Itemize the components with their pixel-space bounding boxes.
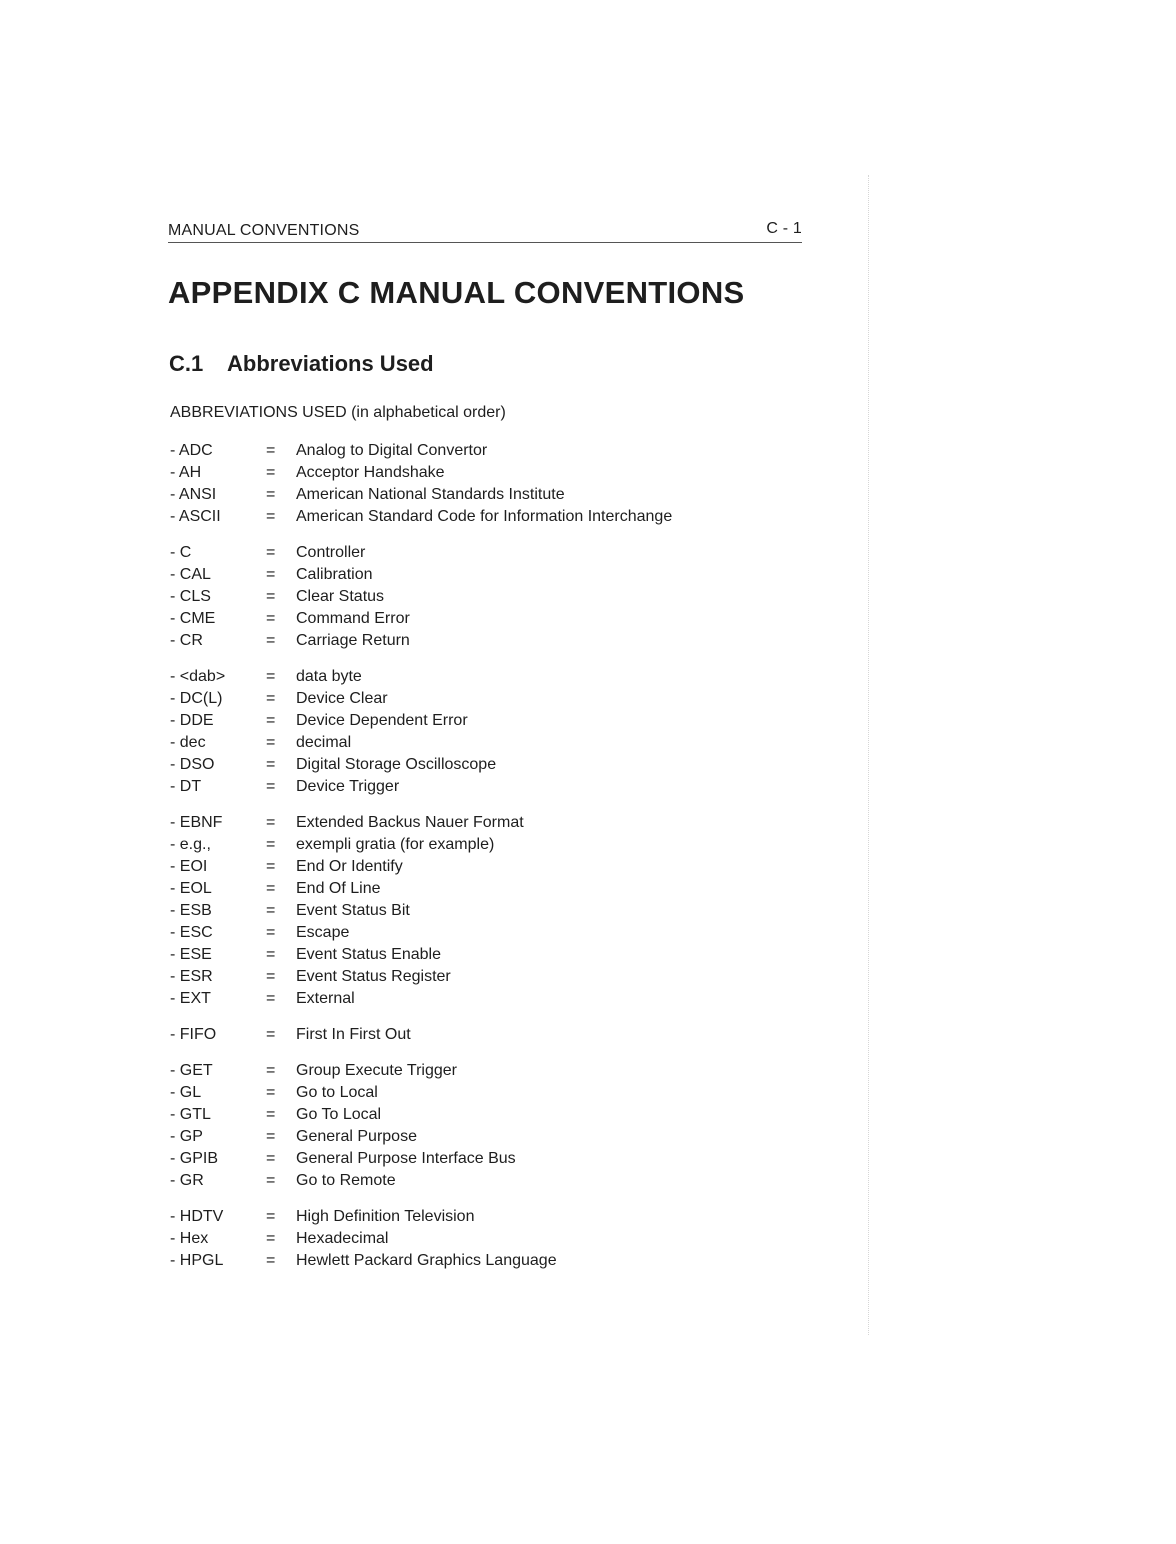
equals-sign: =: [266, 690, 276, 707]
abbreviation-definition: Clear Status: [296, 588, 385, 605]
abbreviation-group: [170, 1060, 850, 1192]
abbreviation-term: - HPGL: [170, 1252, 224, 1269]
abbreviation-row: [170, 666, 850, 688]
abbreviation-term: - ADC: [170, 442, 213, 459]
abbreviation-row: [170, 900, 850, 922]
equals-sign: =: [266, 756, 276, 773]
equals-sign: =: [266, 1128, 276, 1145]
abbreviation-term: - GL: [170, 1084, 202, 1101]
abbreviation-term: - DT: [170, 778, 202, 795]
abbreviation-term: - DC(L): [170, 690, 223, 707]
abbreviation-row: [170, 688, 850, 710]
abbreviation-definition: First In First Out: [296, 1026, 411, 1043]
section-number: C.1: [169, 351, 204, 376]
abbreviation-row: [170, 542, 850, 564]
abbreviation-definition: Go to Remote: [296, 1172, 396, 1189]
abbreviation-term: - DDE: [170, 712, 214, 729]
equals-sign: =: [266, 464, 276, 481]
equals-sign: =: [266, 946, 276, 963]
header-chapter: MANUAL CONVENTIONS: [168, 222, 360, 239]
equals-sign: =: [266, 814, 276, 831]
equals-sign: =: [266, 902, 276, 919]
abbreviation-definition: End Or Identify: [296, 858, 403, 875]
abbreviation-row: [170, 1024, 850, 1046]
scan-edge-line: [868, 175, 869, 1335]
abbreviation-definition: Digital Storage Oscilloscope: [296, 756, 497, 773]
abbreviation-term: - EXT: [170, 990, 211, 1007]
abbreviation-row: [170, 1104, 850, 1126]
equals-sign: =: [266, 632, 276, 649]
equals-sign: =: [266, 508, 276, 525]
abbreviation-row: [170, 608, 850, 630]
abbreviation-row: [170, 1250, 850, 1272]
abbreviation-definition: General Purpose Interface Bus: [296, 1150, 516, 1167]
abbreviation-definition: High Definition Television: [296, 1208, 475, 1225]
equals-sign: =: [266, 1252, 276, 1269]
abbreviation-row: [170, 754, 850, 776]
abbreviation-group: [170, 666, 850, 798]
abbreviation-term: - EOI: [170, 858, 208, 875]
abbreviation-row: [170, 1170, 850, 1192]
abbreviation-term: - GTL: [170, 1106, 211, 1123]
abbreviation-row: [170, 732, 850, 754]
abbreviation-term: - e.g.,: [170, 836, 211, 853]
equals-sign: =: [266, 1150, 276, 1167]
equals-sign: =: [266, 610, 276, 627]
abbreviation-definition: Extended Backus Nauer Format: [296, 814, 524, 831]
abbreviation-term: - AH: [170, 464, 202, 481]
abbreviation-definition: Analog to Digital Convertor: [296, 442, 488, 459]
equals-sign: =: [266, 990, 276, 1007]
abbreviation-definition: Calibration: [296, 566, 373, 583]
equals-sign: =: [266, 486, 276, 503]
equals-sign: =: [266, 1208, 276, 1225]
equals-sign: =: [266, 836, 276, 853]
abbreviation-definition: American National Standards Institute: [296, 486, 565, 503]
equals-sign: =: [266, 588, 276, 605]
abbreviation-row: [170, 878, 850, 900]
abbreviation-row: [170, 710, 850, 732]
abbreviation-row: [170, 630, 850, 652]
abbreviation-definition: Device Dependent Error: [296, 712, 468, 729]
equals-sign: =: [266, 442, 276, 459]
abbreviation-list: [170, 440, 850, 1286]
abbreviation-row: [170, 944, 850, 966]
abbreviation-row: [170, 564, 850, 586]
abbreviation-term: - FIFO: [170, 1026, 217, 1043]
equals-sign: =: [266, 924, 276, 941]
abbreviation-row: [170, 586, 850, 608]
equals-sign: =: [266, 566, 276, 583]
equals-sign: =: [266, 1172, 276, 1189]
abbreviation-row: [170, 966, 850, 988]
abbreviation-term: - CME: [170, 610, 216, 627]
equals-sign: =: [266, 858, 276, 875]
abbreviation-term: - ESE: [170, 946, 212, 963]
abbreviation-term: - ESR: [170, 968, 213, 985]
abbreviation-definition: Go To Local: [296, 1106, 382, 1123]
abbreviation-row: [170, 776, 850, 798]
abbreviation-definition: Event Status Register: [296, 968, 451, 985]
equals-sign: =: [266, 880, 276, 897]
equals-sign: =: [266, 734, 276, 751]
abbreviation-group: [170, 1206, 850, 1272]
abbreviation-definition: Hexadecimal: [296, 1230, 389, 1247]
abbreviation-definition: Hewlett Packard Graphics Language: [296, 1252, 557, 1269]
abbreviation-row: [170, 988, 850, 1010]
abbreviation-definition: Acceptor Handshake: [296, 464, 445, 481]
abbreviation-definition: Group Execute Trigger: [296, 1062, 457, 1079]
abbreviation-definition: General Purpose: [296, 1128, 417, 1145]
abbreviation-term: - DSO: [170, 756, 215, 773]
abbreviation-row: [170, 462, 850, 484]
appendix-title: APPENDIX C MANUAL CONVENTIONS: [168, 275, 745, 310]
equals-sign: =: [266, 1026, 276, 1043]
abbreviation-definition: End Of Line: [296, 880, 381, 897]
abbreviation-term: - ASCII: [170, 508, 221, 525]
equals-sign: =: [266, 1230, 276, 1247]
abbreviation-term: - C: [170, 544, 192, 561]
abbreviation-definition: Controller: [296, 544, 366, 561]
header-page-number: C - 1: [766, 220, 802, 237]
abbreviation-row: [170, 1060, 850, 1082]
abbreviation-term: - HDTV: [170, 1208, 224, 1225]
abbreviation-group: [170, 812, 850, 1010]
abbreviation-term: - EBNF: [170, 814, 223, 831]
abbreviation-term: - EOL: [170, 880, 212, 897]
abbreviation-term: - ANSI: [170, 486, 217, 503]
abbreviation-row: [170, 1126, 850, 1148]
abbreviation-definition: Command Error: [296, 610, 410, 627]
abbreviation-definition: Escape: [296, 924, 350, 941]
abbreviation-term: - GP: [170, 1128, 203, 1145]
equals-sign: =: [266, 1106, 276, 1123]
abbreviation-term: - Hex: [170, 1230, 209, 1247]
abbreviation-row: [170, 1082, 850, 1104]
abbreviation-group: [170, 440, 850, 528]
abbreviation-definition: External: [296, 990, 355, 1007]
section-title-text: Abbreviations Used: [227, 351, 434, 376]
abbreviation-definition: Device Clear: [296, 690, 388, 707]
abbreviation-row: [170, 1148, 850, 1170]
equals-sign: =: [266, 668, 276, 685]
abbreviation-term: - CAL: [170, 566, 211, 583]
abbreviation-definition: exempli gratia (for example): [296, 836, 495, 853]
abbreviation-definition: Carriage Return: [296, 632, 410, 649]
abbreviation-term: - GR: [170, 1172, 204, 1189]
abbreviation-row: [170, 812, 850, 834]
abbreviation-term: - GET: [170, 1062, 213, 1079]
equals-sign: =: [266, 1062, 276, 1079]
abbreviation-definition: Event Status Enable: [296, 946, 441, 963]
abbreviation-term: - CR: [170, 632, 203, 649]
abbreviation-row: [170, 1228, 850, 1250]
abbreviation-term: - ESB: [170, 902, 212, 919]
abbreviation-row: [170, 856, 850, 878]
abbreviation-row: [170, 506, 850, 528]
intro-text: ABBREVIATIONS USED (in alphabetical order): [170, 404, 506, 421]
abbreviation-term: - CLS: [170, 588, 211, 605]
abbreviation-definition: Go to Local: [296, 1084, 378, 1101]
abbreviation-term: - ESC: [170, 924, 213, 941]
abbreviation-term: - dec: [170, 734, 206, 751]
abbreviation-definition: Event Status Bit: [296, 902, 410, 919]
abbreviation-term: - GPIB: [170, 1150, 219, 1167]
abbreviation-definition: American Standard Code for Information Interchange: [296, 508, 673, 525]
equals-sign: =: [266, 778, 276, 795]
section-heading: [169, 351, 434, 377]
abbreviation-group: [170, 542, 850, 652]
abbreviation-row: [170, 922, 850, 944]
abbreviation-definition: data byte: [296, 668, 362, 685]
abbreviation-row: [170, 440, 850, 462]
equals-sign: =: [266, 968, 276, 985]
abbreviation-group: [170, 1024, 850, 1046]
equals-sign: =: [266, 712, 276, 729]
running-header: [168, 220, 802, 243]
abbreviation-term: - <dab>: [170, 668, 226, 685]
abbreviation-row: [170, 1206, 850, 1228]
abbreviation-row: [170, 484, 850, 506]
equals-sign: =: [266, 1084, 276, 1101]
abbreviation-row: [170, 834, 850, 856]
abbreviation-definition: decimal: [296, 734, 352, 751]
equals-sign: =: [266, 544, 276, 561]
abbreviation-definition: Device Trigger: [296, 778, 400, 795]
